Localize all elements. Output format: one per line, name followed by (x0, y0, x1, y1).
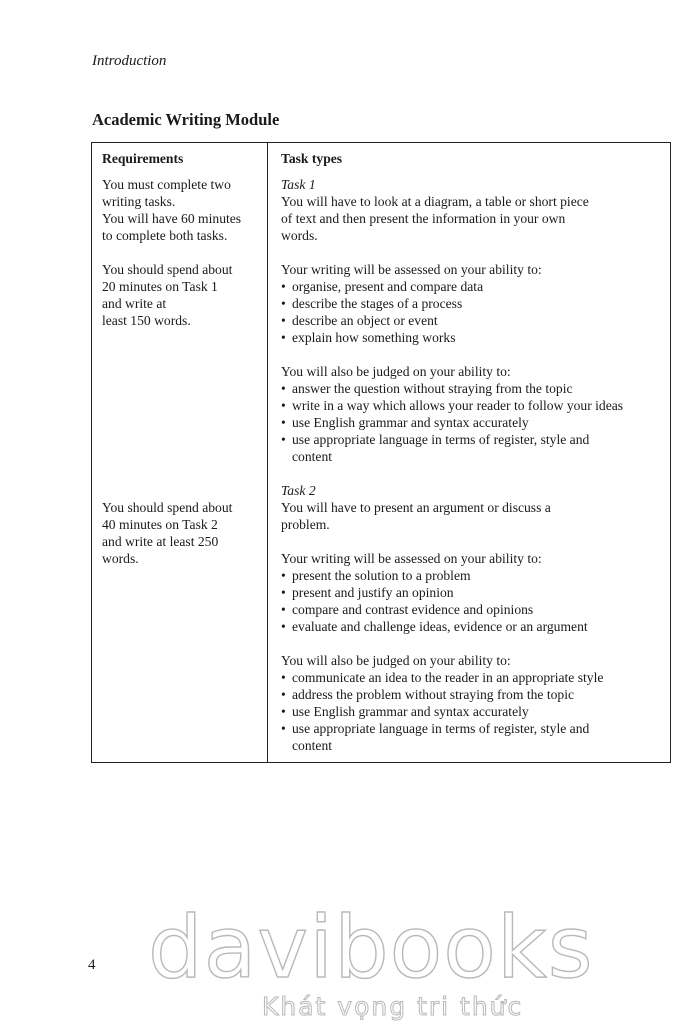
requirements-intro-line: to complete both tasks. (102, 228, 228, 243)
bullet: • (281, 721, 286, 736)
requirements-task2-line: words. (102, 551, 139, 566)
watermark-slogan: Khát vọng tri thức (262, 992, 524, 1021)
task2-assessed (281, 550, 666, 635)
task1-block (281, 176, 666, 244)
list-item (281, 686, 666, 703)
list-item (281, 431, 666, 465)
module-title: Academic Writing Module (92, 110, 280, 129)
list-item-text: answer the question without straying from the topic (292, 381, 573, 396)
bullet: • (281, 585, 286, 600)
list-item-text: explain how something works (292, 330, 456, 345)
bullet: • (281, 296, 286, 311)
list-item (281, 295, 666, 312)
running-head: Introduction (92, 53, 167, 69)
task2-description-line: problem. (281, 517, 330, 532)
requirements-task1-line: and write at (102, 296, 167, 311)
task1-description-line: of text and then present the information in your own (281, 211, 566, 226)
bullet: • (281, 602, 286, 617)
requirements-task1-line: You should spend about (102, 262, 233, 277)
task2-description-line: You will have to present an argument or discuss a (281, 500, 551, 515)
requirements-task2-line: You should spend about (102, 500, 233, 515)
requirements-task2-line: and write at least 250 (102, 534, 219, 549)
bullet: • (281, 670, 286, 685)
bullet: • (281, 568, 286, 583)
list-item-continuation: content (292, 738, 333, 753)
requirements-intro-line: You will have 60 minutes (102, 211, 242, 226)
task1-name: Task 1 (281, 177, 316, 192)
watermark-logo: davibooks (148, 898, 594, 998)
list-item (281, 329, 666, 346)
bullet: • (281, 398, 286, 413)
list-item (281, 380, 666, 397)
requirements-intro-line: writing tasks. (102, 194, 176, 209)
list-item-text: write in a way which allows your reader to follow your ideas (292, 398, 624, 413)
list-item (281, 703, 666, 720)
list-item-continuation: content (292, 449, 333, 464)
list-item-text: present and justify an opinion (292, 585, 454, 600)
requirements-task2-time (102, 499, 262, 567)
list-item-text: organise, present and compare data (292, 279, 484, 294)
task1-description-line: words. (281, 228, 318, 243)
requirements-task1-time (102, 261, 262, 329)
requirements-task1-line: 20 minutes on Task 1 (102, 279, 218, 294)
list-item-text: describe an object or event (292, 313, 438, 328)
task1-description-line: You will have to look at a diagram, a table or short piece (281, 194, 589, 209)
bullet: • (281, 704, 286, 719)
list-item (281, 720, 666, 754)
list-item (281, 669, 666, 686)
task2-judged (281, 652, 666, 754)
task-types-header: Task types (281, 151, 343, 166)
task2-assessed-list (281, 567, 666, 635)
bullet: • (281, 415, 286, 430)
requirements-task2-line: 40 minutes on Task 2 (102, 517, 218, 532)
list-item (281, 567, 666, 584)
page-number: 4 (88, 957, 96, 973)
list-item (281, 397, 666, 414)
list-item-text: describe the stages of a process (292, 296, 463, 311)
bullet: • (281, 381, 286, 396)
bullet: • (281, 432, 286, 447)
task2-judged-list (281, 669, 666, 754)
task1-judged-list (281, 380, 666, 465)
list-item-text: evaluate and challenge ideas, evidence or an argument (292, 619, 588, 634)
list-item-text: compare and contrast evidence and opinions (292, 602, 534, 617)
task2-assessed-intro: Your writing will be assessed on your ability to: (281, 551, 542, 566)
list-item (281, 278, 666, 295)
requirements-header: Requirements (102, 151, 184, 166)
list-item-text: use English grammar and syntax accurately (292, 415, 529, 430)
bullet: • (281, 687, 286, 702)
task2-block (281, 482, 666, 533)
requirements-intro-line: You must complete two (102, 177, 231, 192)
list-item (281, 618, 666, 635)
list-item (281, 601, 666, 618)
list-item (281, 312, 666, 329)
task1-assessed-intro: Your writing will be assessed on your ability to: (281, 262, 542, 277)
task2-name: Task 2 (281, 483, 316, 498)
task2-judged-intro: You will also be judged on your ability to: (281, 653, 511, 668)
list-item-text: address the problem without straying from the topic (292, 687, 575, 702)
list-item-text: use appropriate language in terms of register, style and (292, 432, 590, 447)
bullet: • (281, 313, 286, 328)
list-item-text: present the solution to a problem (292, 568, 471, 583)
column-divider (267, 142, 268, 763)
list-item (281, 584, 666, 601)
requirements-intro (102, 176, 262, 244)
bullet: • (281, 279, 286, 294)
bullet: • (281, 330, 286, 345)
list-item-text: use appropriate language in terms of register, style and (292, 721, 590, 736)
list-item-text: use English grammar and syntax accurately (292, 704, 529, 719)
bullet: • (281, 619, 286, 634)
list-item-text: communicate an idea to the reader in an appropriate style (292, 670, 604, 685)
requirements-task1-line: least 150 words. (102, 313, 191, 328)
task1-assessed-list (281, 278, 666, 346)
list-item (281, 414, 666, 431)
task1-judged-intro: You will also be judged on your ability to: (281, 364, 511, 379)
task1-judged (281, 363, 666, 465)
task1-assessed (281, 261, 666, 346)
